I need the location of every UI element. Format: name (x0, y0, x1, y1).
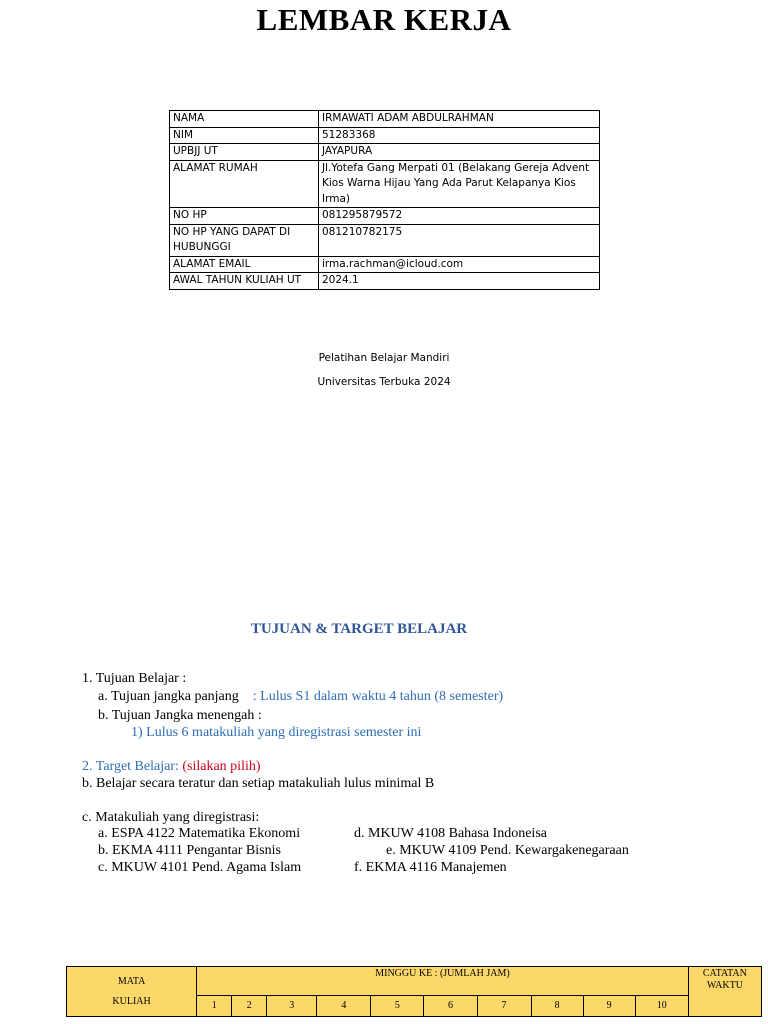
info-key: NO HP (170, 208, 319, 225)
info-value: 51283368 (319, 127, 600, 144)
info-key: NAMA (170, 111, 319, 128)
courses-heading: c. Matakuliah yang diregistrasi: (82, 810, 260, 825)
course-column-header (67, 967, 197, 1017)
course-header-line1: MATA (117, 975, 146, 987)
info-key: NIM (170, 127, 319, 144)
study-schedule-table (66, 966, 762, 1017)
section-title: TUJUAN & TARGET BELAJAR (250, 621, 468, 637)
table-row (170, 111, 600, 128)
info-value: Jl.Yotefa Gang Merpati 01 (Belakang Gereja Advent Kios Warna Hijau Yang Ada Parut Kelapanya Kios Irma) (319, 160, 600, 208)
table-row (170, 224, 600, 256)
info-key: NO HP YANG DAPAT DI HUBUNGGI (170, 224, 319, 256)
course-d: d. MKUW 4108 Bahasa Indoneisa (354, 826, 547, 841)
table-row (170, 273, 600, 290)
info-value: 081210782175 (319, 224, 600, 256)
page-title: LEMBAR KERJA (256, 2, 512, 37)
info-key: ALAMAT RUMAH (170, 160, 319, 208)
info-key: UPBJJ UT (170, 144, 319, 161)
weeks-header: MINGGU KE : (JUMLAH JAM) (197, 967, 689, 996)
course-b: b. EKMA 4111 Pengantar Bisnis (98, 843, 281, 858)
target-line (82, 758, 261, 775)
course-header-line2: KULIAH (112, 995, 151, 1007)
course-a: a. ESPA 4122 Matematika Ekonomi (98, 826, 301, 841)
target-label: 2. Target Belajar: (82, 759, 179, 774)
goals-heading: 1. Tujuan Belajar : (82, 671, 187, 686)
subtitle-program: Pelatihan Belajar Mandiri (318, 352, 450, 364)
week-cell: 1 (197, 995, 232, 1016)
table-row (170, 144, 600, 161)
table-row (170, 127, 600, 144)
info-key: ALAMAT EMAIL (170, 256, 319, 273)
info-value: irma.rachman@icloud.com (319, 256, 600, 273)
target-choose: (silakan pilih) (182, 759, 261, 774)
subtitle-university: Universitas Terbuka 2024 (317, 376, 451, 388)
week-cell: 3 (267, 995, 317, 1016)
goal-mid-term-label: b. Tujuan Jangka menengah : (98, 708, 262, 723)
week-cell: 2 (232, 995, 267, 1016)
notes-header: CATATAN WAKTU (688, 967, 761, 1017)
table-row (170, 256, 600, 273)
week-cell: 4 (317, 995, 371, 1016)
info-value: 081295879572 (319, 208, 600, 225)
week-cell: 7 (477, 995, 531, 1016)
week-cell: 10 (635, 995, 688, 1016)
week-cell: 9 (583, 995, 635, 1016)
target-b-line: b. Belajar secara teratur dan setiap matakuliah lulus minimal B (82, 776, 435, 791)
week-cell: 6 (424, 995, 477, 1016)
week-cell: 5 (371, 995, 424, 1016)
info-value: JAYAPURA (319, 144, 600, 161)
week-cell: 8 (531, 995, 583, 1016)
table-row (67, 967, 762, 996)
student-info-table (169, 110, 600, 290)
goal-long-term-label: a. Tujuan jangka panjang (98, 689, 239, 704)
info-value: 2024.1 (319, 273, 600, 290)
goal-long-term (98, 688, 503, 705)
info-value: IRMAWATI ADAM ABDULRAHMAN (319, 111, 600, 128)
table-row (170, 160, 600, 208)
info-key: AWAL TAHUN KULIAH UT (170, 273, 319, 290)
goal-long-term-value: : Lulus S1 dalam waktu 4 tahun (8 semester) (252, 689, 504, 704)
goal-mid-term-value: 1) Lulus 6 matakuliah yang diregistrasi semester ini (131, 725, 422, 740)
course-f: f. EKMA 4116 Manajemen (354, 860, 507, 875)
course-e: e. MKUW 4109 Pend. Kewargakenegaraan (386, 843, 629, 858)
course-c: c. MKUW 4101 Pend. Agama Islam (98, 860, 302, 875)
table-row (170, 208, 600, 225)
